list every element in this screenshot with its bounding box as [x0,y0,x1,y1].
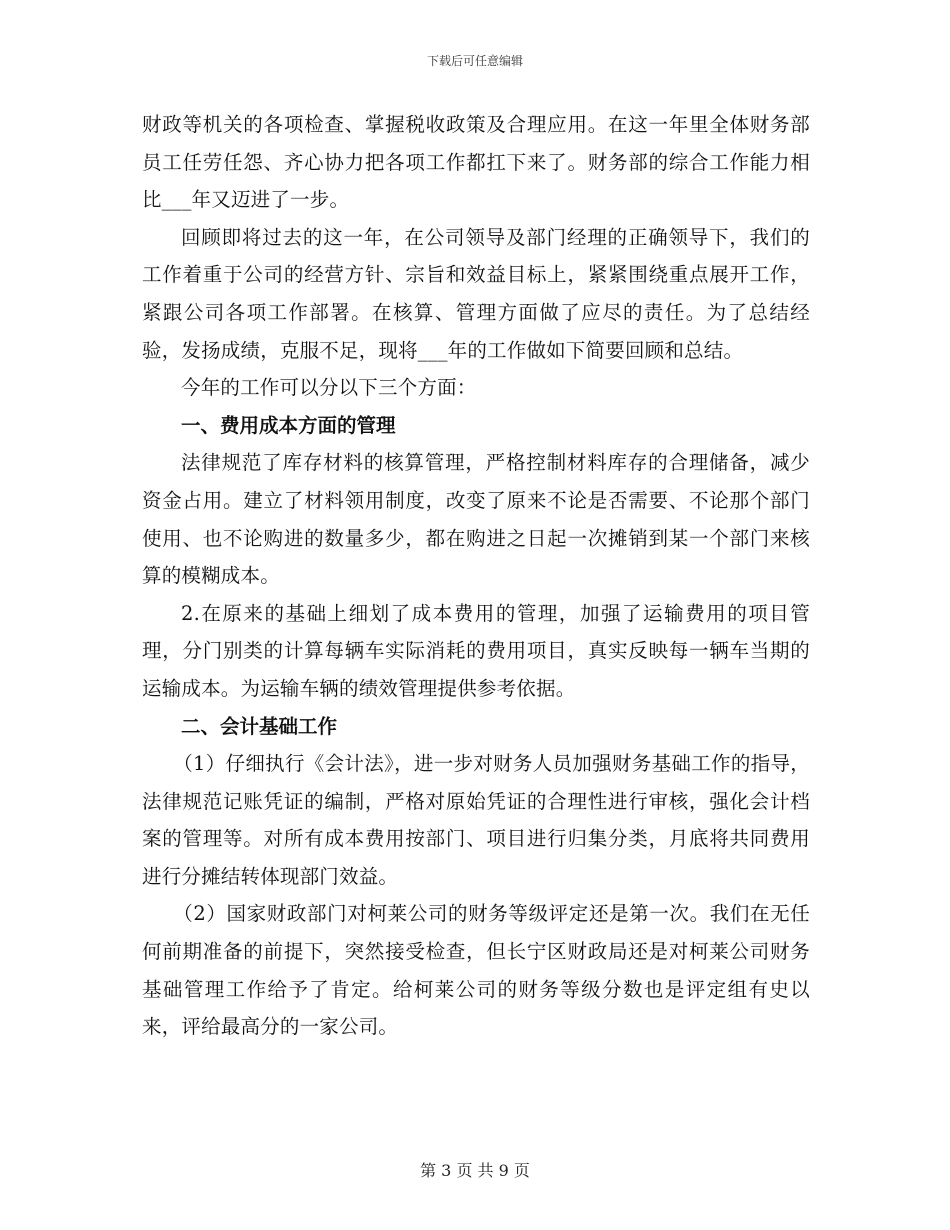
paragraph-2: 回顾即将过去的这一年，在公司领导及部门经理的正确领导下，我们的工作着重于公司的经营方针、宗旨和效益目标上，紧紧围绕重点展开工作，紧跟公司各项工作部署。在核算、管理方面做了应尽的责任。为了总结经验，发扬成绩，克服不足，现将___年的工作做如下简要回顾和总结。 [142,225,810,362]
page-header: 下载后可任意编辑 [426,54,523,68]
paragraph-4: 法律规范了库存材料的核算管理，严格控制材料库存的合理储备，减少资金占用。建立了材料领用制度，改变了原来不论是否需要、不论那个部门使用、也不论购进的数量多少，都在购进之日起一次摊销到某一个部门来核算的模糊成本。 [142,451,810,588]
paragraph-7: （2）国家财政部门对柯莱公司的财务等级评定还是第一次。我们在无任何前期准备的前提下，突然接受检查，但长宁区财政局还是对柯莱公司财务基础管理工作给予了肯定。给柯莱公司的财务等级分数也是评定组有史以来，评给最高分的一家公司。 [142,902,810,1039]
section-heading-1: 一、费用成本方面的管理 [181,413,396,437]
section-heading-2: 二、会计基础工作 [181,714,338,738]
paragraph-6: （1）仔细执行《会计法》，进一步对财务人员加强财务基础工作的指导，法律规范记账凭证的编制，严格对原始凭证的合理性进行审核，强化会计档案的管理等。对所有成本费用按部门、项目进行归集分类，月底将共同费用进行分摊结转体现部门效益。 [142,752,810,888]
page-footer: 第 3 页 共 9 页 [420,1161,530,1180]
paragraph-3: 今年的工作可以分以下三个方面： [181,376,477,400]
paragraph-5: 2.在原来的基础上细划了成本费用的管理，加强了运输费用的项目管理，分门别类的计算每辆车实际消耗的费用项目，真实反映每一辆车当期的运输成本。为运输车辆的绩效管理提供参考依据。 [142,601,810,700]
document-body [142,106,810,1046]
paragraph-1: 财政等机关的各项检查、掌握税收政策及合理应用。在这一年里全体财务部员工任劳任怨、齐心协力把各项工作都扛下来了。财务部的综合工作能力相比___年又迈进了一步。 [142,113,810,212]
